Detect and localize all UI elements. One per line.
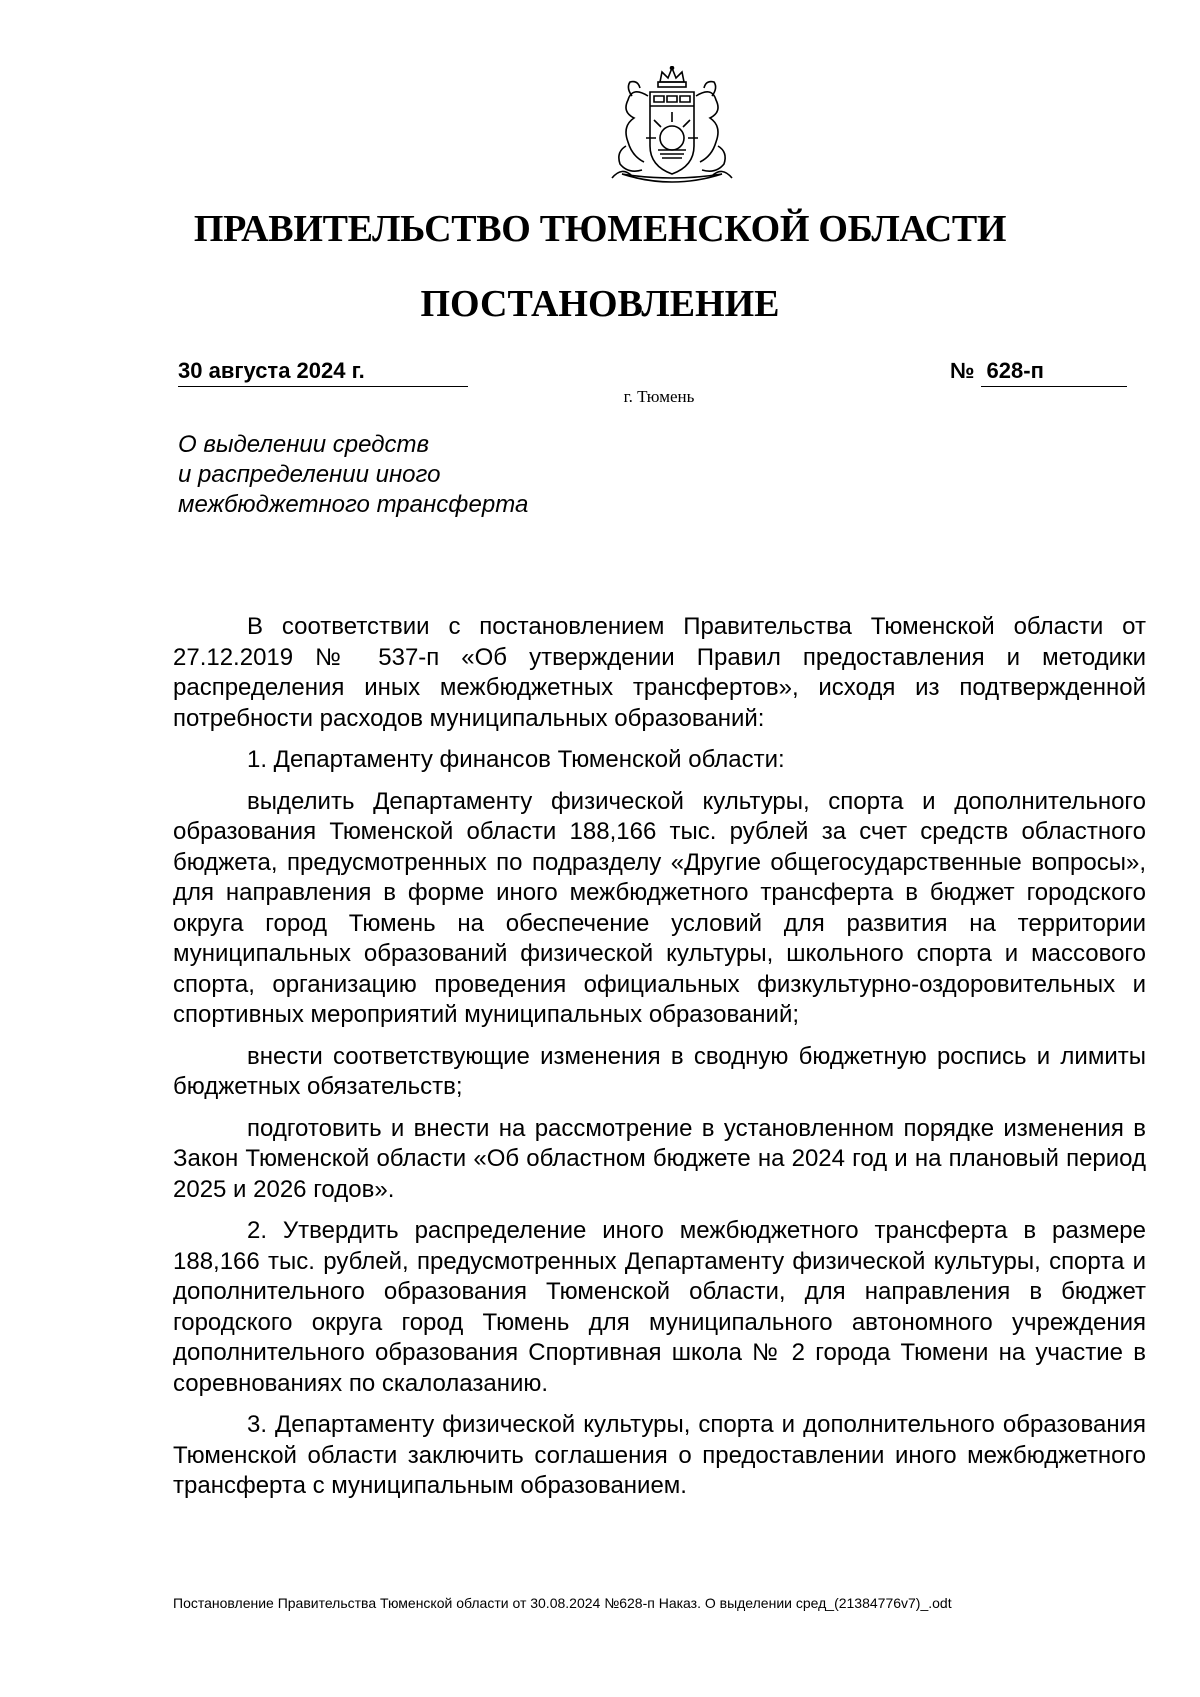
clause-1-prepare-law: подготовить и внести на рассмотрение в установленном порядке изменения в Закон Тюменской области «Об областном бюджете на 2024 год и на плановый период 2025 и 2026 годов».: [173, 1114, 1146, 1203]
document-type: ПОСТАНОВЛЕНИЕ: [420, 283, 780, 325]
clause-1-allocate: выделить Департаменту физической культуры, спорта и дополнительного образования Тюменской области 188,166 тыс. рублей за счет средств областного бюджета, предусмотренных по подразделу «Другие общегосударственные вопросы», для направления в форме иного межбюджетного трансферта в бюджет городского округа город Тюмень на обеспечение условий для развития на территории муниципальных образований физической культуры, школьного спорта и массового спорта, организацию проведения официальных физкультурно-оздоровительных и спортивных мероприятий муниципальных образований;: [173, 787, 1146, 1028]
coat-of-arms-emblem: [592, 66, 752, 190]
subject-line: межбюджетного трансферта: [178, 491, 529, 518]
government-name: ПРАВИТЕЛЬСТВО ТЮМЕНСКОЙ ОБЛАСТИ: [193, 208, 1007, 250]
number-sign: №: [950, 358, 975, 383]
clause-1-amend-budget: внести соответствующие изменения в сводную бюджетную роспись и лимиты бюджетных обязательств;: [173, 1042, 1146, 1100]
document-number: [950, 358, 1136, 387]
document-date: 30 августа 2024 г.: [178, 358, 468, 387]
city-label: г. Тюмень: [623, 387, 695, 406]
preamble-paragraph: В соответствии с постановлением Правительства Тюменской области от 27.12.2019 № 537-п «Об утверждении Правил предоставления и методики распределения иных межбюджетных трансфертов», исходя из подтвержденной потребности расходов муниципальных образований:: [173, 613, 1146, 732]
subject-line: и распределении иного: [178, 461, 441, 488]
clause-1-heading: 1. Департаменту финансов Тюменской области:: [247, 746, 785, 773]
document-subject: [178, 430, 678, 520]
clause-2: 2. Утвердить распределение иного межбюджетного трансферта в размере 188,166 тыс. рублей, предусмотренных Департаменту физической культуры, спорта и дополнительного образования Тюменской области, для направления в бюджет городского округа город Тюмень для муниципального автономного учреждения дополнительного образования Спортивная школа № 2 города Тюмени на участие в соревнованиях по скалолазанию.: [173, 1217, 1146, 1397]
subject-line: О выделении средств: [178, 431, 430, 458]
clause-3: 3. Департаменту физической культуры, спорта и дополнительного образования Тюменской области заключить соглашения о предоставлении иного межбюджетного трансферта с муниципальным образованием.: [173, 1411, 1146, 1499]
file-footer: Постановление Правительства Тюменской области от 30.08.2024 №628-п Наказ. О выделении сред_(21384776v7)_.odt: [173, 1595, 952, 1611]
number-value: 628-п: [981, 358, 1127, 387]
document-body: [173, 612, 1146, 1513]
